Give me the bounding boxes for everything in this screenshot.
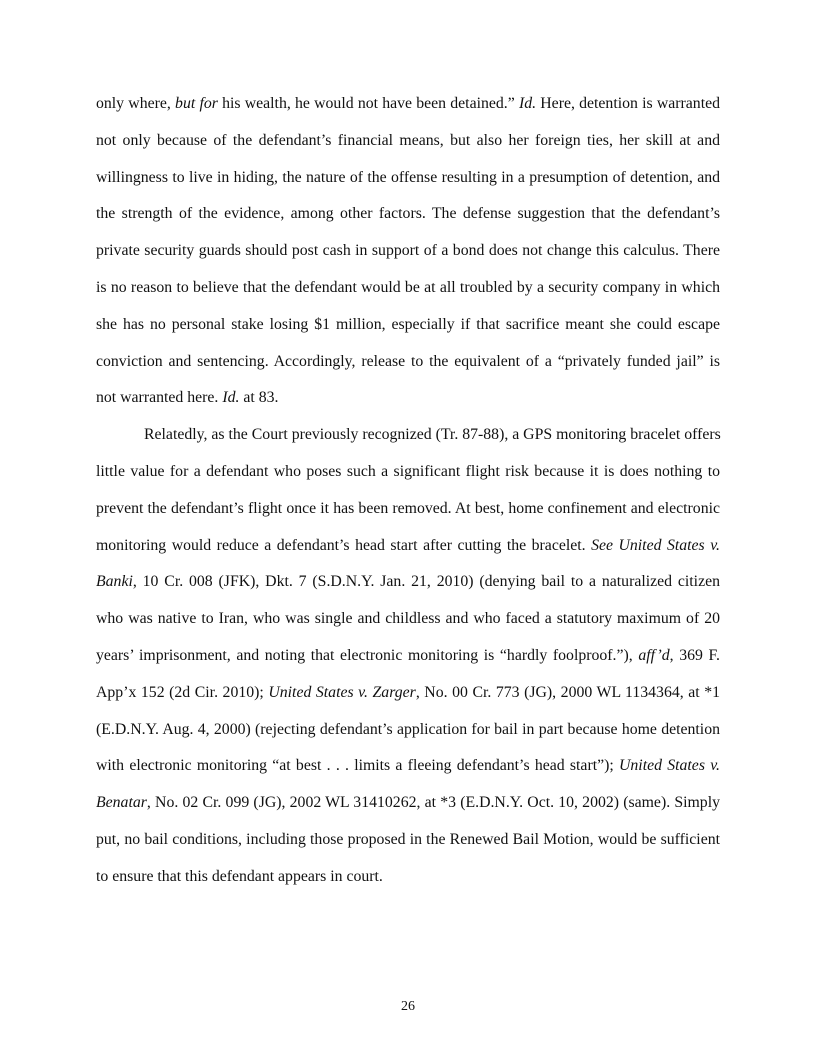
text-line bbox=[96, 307, 720, 344]
text-run: she has no personal stake losing $1 million, especially if that sacrifice meant she could escape bbox=[96, 315, 720, 333]
text-line bbox=[96, 233, 720, 270]
text-line bbox=[96, 380, 720, 417]
text-run: who was native to Iran, who was single and childless and who faced a statutory maximum of 20 bbox=[96, 610, 720, 628]
text-run: his wealth, he would not have been detained.” bbox=[217, 95, 519, 112]
italic-text: Banki bbox=[96, 573, 133, 591]
text-run: only where, bbox=[96, 95, 176, 112]
text-line bbox=[96, 491, 720, 528]
paragraph bbox=[96, 417, 720, 895]
text-run: little value for a defendant who poses such a significant flight risk because it is does nothing to bbox=[96, 462, 720, 480]
text-line bbox=[96, 675, 720, 712]
text-line bbox=[96, 638, 720, 675]
paragraph bbox=[96, 86, 720, 417]
text-line bbox=[96, 454, 720, 491]
italic-text: Id. bbox=[222, 389, 240, 407]
text-line bbox=[96, 822, 720, 859]
text-line bbox=[96, 123, 720, 160]
text-line bbox=[96, 859, 720, 896]
text-run: , No. 02 Cr. 099 (JG), 2002 WL 31410262, at *3 (E.D.N.Y. Oct. 10, 2002) (same). Simply bbox=[146, 794, 720, 812]
text-run: conviction and sentencing. Accordingly, release to the equivalent of a “privately funded jail” is bbox=[96, 352, 720, 370]
text-line bbox=[96, 344, 720, 381]
italic-text: See United States v. bbox=[591, 536, 720, 554]
text-run: not warranted here. bbox=[96, 389, 223, 407]
text-line bbox=[96, 417, 720, 454]
text-run: willingness to live in hiding, the nature of the offense resulting in a presumption of detention, and bbox=[96, 168, 720, 186]
text-run: Relatedly, as the Court previously recognized (Tr. 87-88), a GPS monitoring bracelet offers bbox=[144, 426, 721, 444]
text-run: , 369 F. bbox=[669, 646, 720, 664]
italic-text: Benatar bbox=[96, 794, 147, 812]
text-run: private security guards should post cash in support of a bond does not change this calculus. There bbox=[96, 242, 720, 260]
text-run: , 10 Cr. 008 (JFK), Dkt. 7 (S.D.N.Y. Jan. 21, 2010) (denying bail to a naturalized citizen bbox=[132, 573, 720, 591]
text-run: the strength of the evidence, among other factors. The defense suggestion that the defendant’s bbox=[96, 205, 720, 223]
text-line bbox=[96, 86, 720, 123]
italic-text: but for bbox=[175, 95, 218, 112]
text-line bbox=[96, 712, 720, 749]
text-line bbox=[96, 160, 720, 197]
italic-text: Id. bbox=[518, 95, 537, 112]
page-number: 26 bbox=[401, 999, 415, 1014]
text-run: not only because of the defendant’s financial means, but also her foreign ties, her skill at and bbox=[96, 131, 720, 149]
italic-text: United States v. bbox=[619, 757, 720, 775]
text-run: (E.D.N.Y. Aug. 4, 2000) (rejecting defendant’s application for bail in part because home detention bbox=[96, 720, 720, 738]
text-run: , No. 00 Cr. 773 (JG), 2000 WL 1134364, at *1 bbox=[415, 683, 720, 701]
text-run: monitoring would reduce a defendant’s head start after cutting the bracelet. bbox=[96, 536, 592, 554]
italic-text: aff’d bbox=[638, 646, 670, 664]
text-line bbox=[96, 748, 720, 785]
text-line bbox=[96, 270, 720, 307]
text-line bbox=[96, 785, 720, 822]
text-line bbox=[96, 196, 720, 233]
text-run: at 83. bbox=[239, 389, 279, 407]
text-run: with electronic monitoring “at best . . . limits a fleeing defendant’s head start”); bbox=[96, 757, 619, 775]
document-body bbox=[96, 86, 720, 896]
text-run: App’x 152 (2d Cir. 2010); bbox=[96, 683, 269, 701]
text-run: Here, detention is warranted bbox=[536, 95, 721, 112]
text-run: to ensure that this defendant appears in court. bbox=[96, 867, 383, 885]
text-line bbox=[96, 528, 720, 565]
text-run: years’ imprisonment, and noting that electronic monitoring is “hardly foolproof.”), bbox=[96, 646, 639, 664]
italic-text: United States v. Zarger bbox=[268, 683, 416, 701]
text-line bbox=[96, 564, 720, 601]
text-run: is no reason to believe that the defendant would be at all troubled by a security company in which bbox=[96, 278, 720, 296]
text-run: put, no bail conditions, including those proposed in the Renewed Bail Motion, would be sufficient bbox=[96, 830, 720, 848]
text-run: prevent the defendant’s flight once it has been removed. At best, home confinement and electronic bbox=[96, 499, 720, 517]
text-line bbox=[96, 601, 720, 638]
